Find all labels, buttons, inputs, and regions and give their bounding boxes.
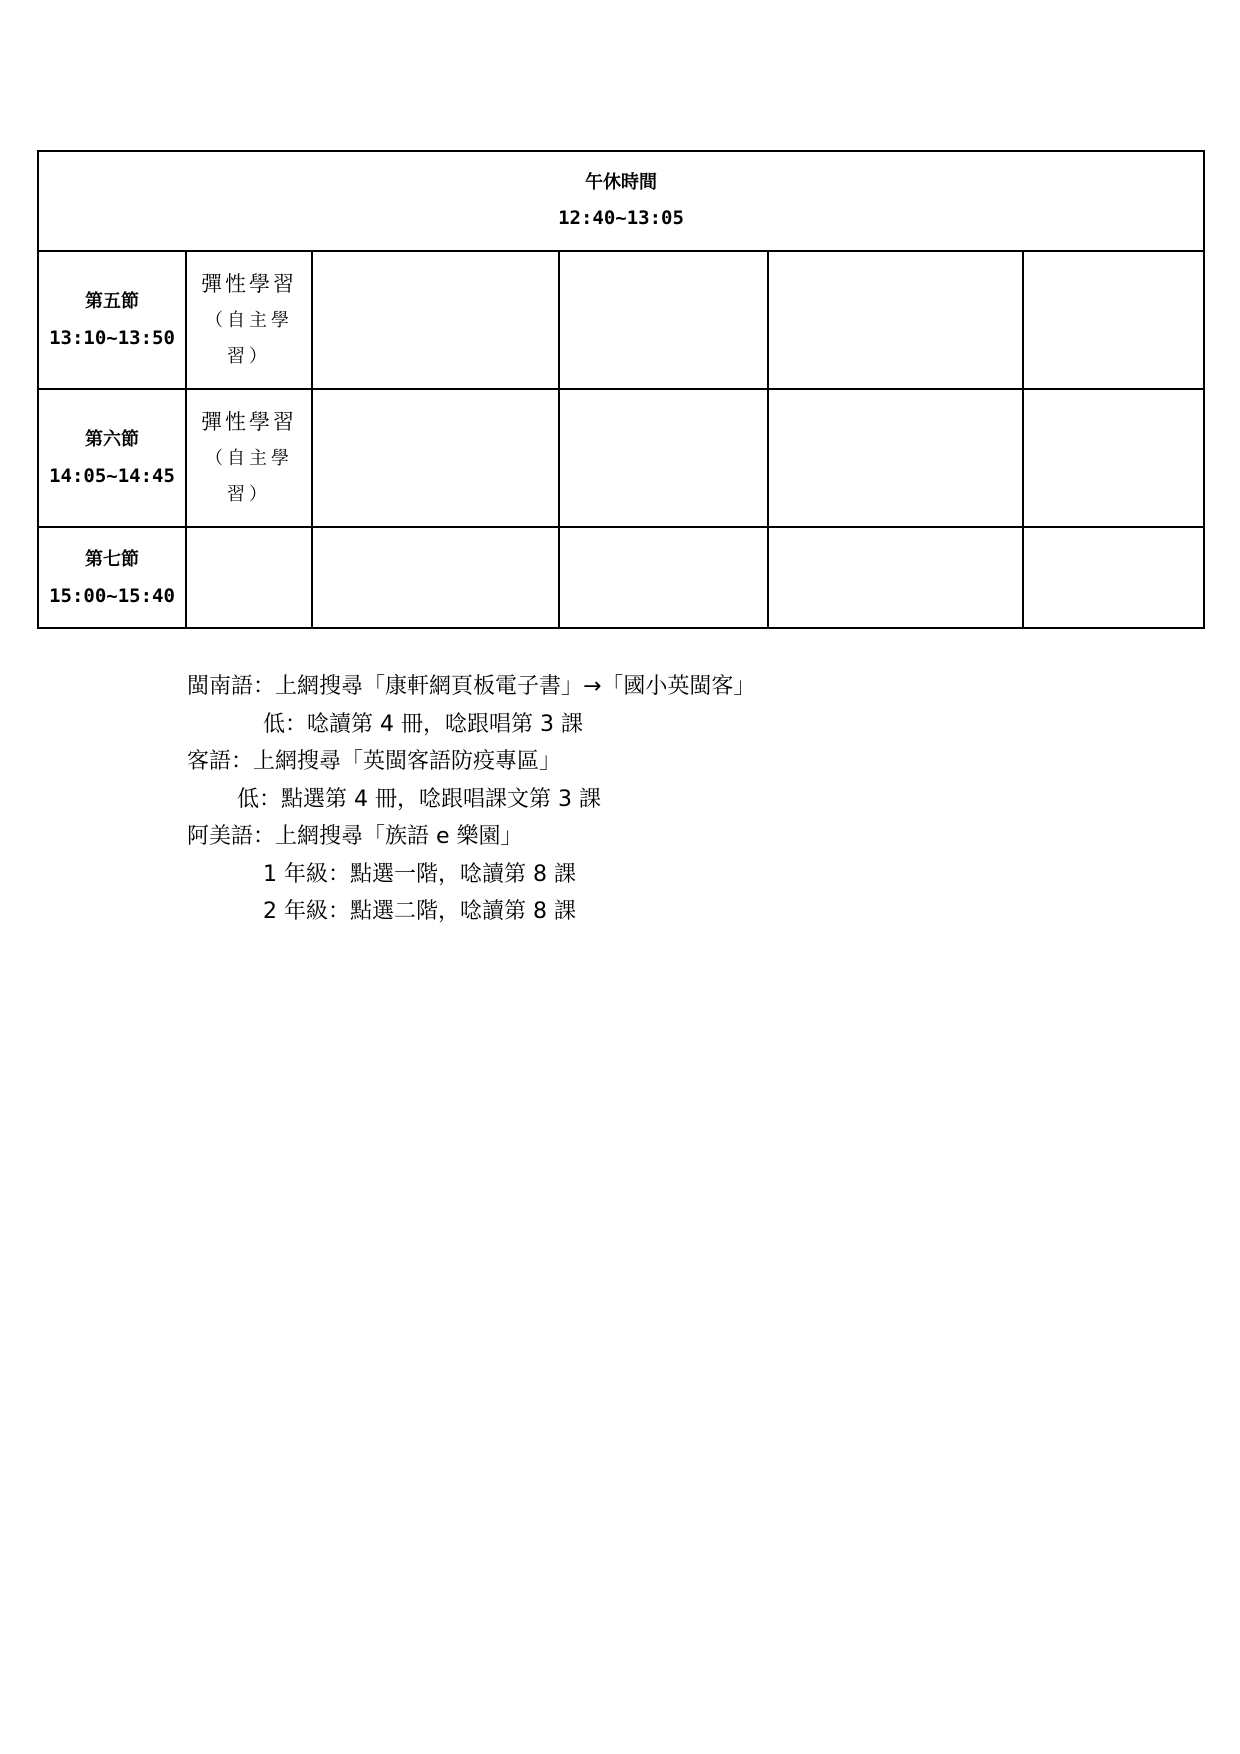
schedule-table xyxy=(37,150,1205,629)
note-line: 阿美語：上網搜尋「族語 e 樂園」 xyxy=(187,824,523,849)
note-line: 客語：上網搜尋「英閩客語防疫專區」 xyxy=(187,749,562,774)
empty-cell xyxy=(559,527,768,628)
empty-cell xyxy=(1023,527,1204,628)
empty-cell xyxy=(1023,251,1204,389)
empty-cell xyxy=(312,527,559,628)
subject-sub: （自主學 xyxy=(205,310,293,331)
period-cell xyxy=(38,389,186,527)
notes-block xyxy=(187,668,755,931)
period-time: 13:10~13:50 xyxy=(49,327,175,349)
empty-cell xyxy=(1023,389,1204,527)
table-row xyxy=(38,251,1204,389)
empty-cell xyxy=(768,389,1023,527)
subject-cell xyxy=(186,389,312,527)
period-name: 第六節 xyxy=(85,429,139,450)
lunch-cell xyxy=(38,151,1204,251)
period-name: 第五節 xyxy=(85,291,139,312)
table-row xyxy=(38,389,1204,527)
empty-cell xyxy=(559,251,768,389)
lunch-row xyxy=(38,151,1204,251)
empty-cell xyxy=(312,389,559,527)
subject-sub: （自主學 xyxy=(205,448,293,469)
lunch-title: 午休時間 xyxy=(585,172,658,193)
subject-main: 彈性學習 xyxy=(201,272,297,296)
note-line: 低：唸讀第 4 冊，唸跟唱第 3 課 xyxy=(263,711,583,737)
empty-cell xyxy=(768,251,1023,389)
note-line: 1 年級：點選一階，唸讀第 8 課 xyxy=(263,861,576,887)
subject-main: 彈性學習 xyxy=(201,410,297,434)
lunch-time: 12:40~13:05 xyxy=(558,207,684,229)
note-line: 2 年級：點選二階，唸讀第 8 課 xyxy=(263,899,576,924)
subject-cell xyxy=(186,251,312,389)
table-row xyxy=(38,527,1204,628)
period-cell xyxy=(38,251,186,389)
period-time: 14:05~14:45 xyxy=(49,465,175,487)
empty-cell xyxy=(312,251,559,389)
note-line: 閩南語：上網搜尋「康軒網頁板電子書」→「國小英閩客」 xyxy=(187,674,756,699)
empty-cell xyxy=(559,389,768,527)
subject-sub: 習） xyxy=(227,484,271,505)
period-name: 第七節 xyxy=(85,548,139,570)
subject-sub: 習） xyxy=(227,346,271,367)
note-line: 低：點選第 4 冊，唸跟唱課文第 3 課 xyxy=(237,786,601,812)
period-cell xyxy=(38,527,186,628)
period-time: 15:00~15:40 xyxy=(49,584,175,607)
empty-cell xyxy=(768,527,1023,628)
empty-cell xyxy=(186,527,312,628)
